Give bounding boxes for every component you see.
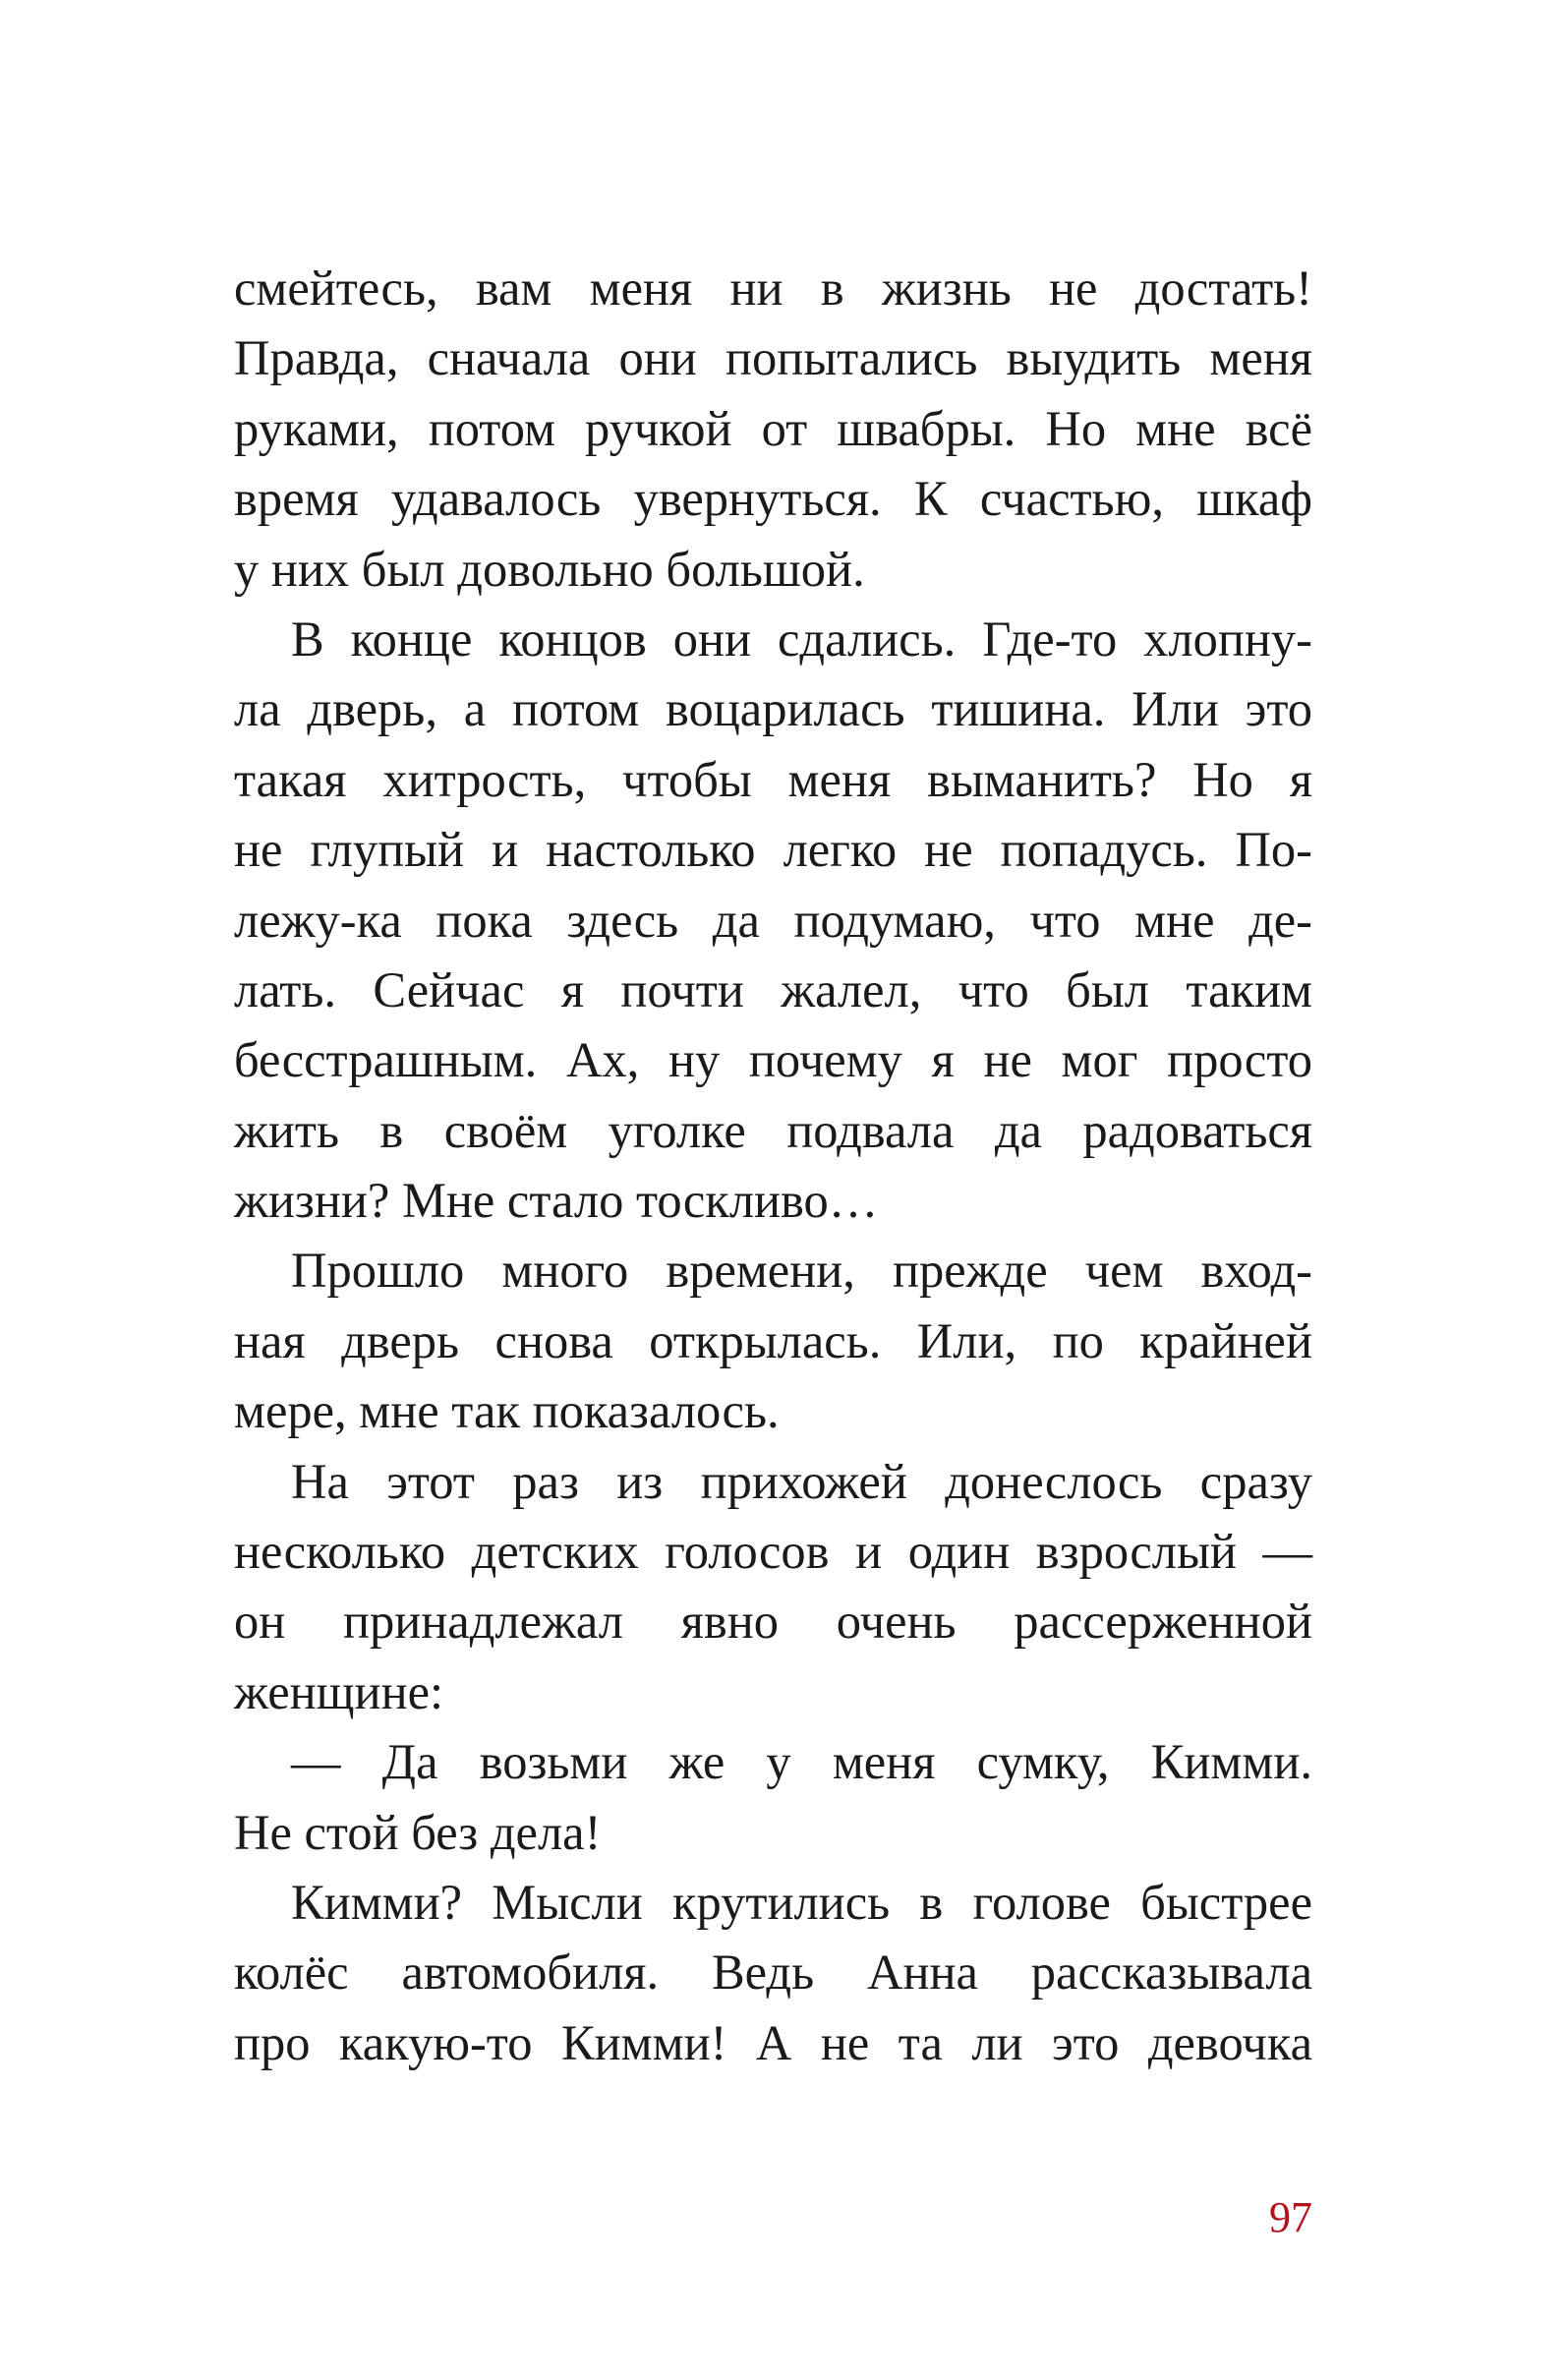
text-line: Не стой без дела! — [234, 1804, 602, 1860]
text-line: Кимми? Мысли крутились в голове быстрее — [291, 1874, 1312, 1930]
text-line: колёс автомобиля. Ведь Анна рассказывала — [234, 1945, 1312, 2001]
text-line: несколько детских голосов и один взрослый — — [234, 1524, 1312, 1580]
text-line: мере, мне так показалось. — [234, 1383, 780, 1439]
text-line: про какую-то Кимми! А не та ли это девочка — [234, 2014, 1312, 2070]
text-line: такая хитрость, чтобы меня выманить? Но я — [234, 751, 1312, 807]
text-line: бесстрашным. Ах, ну почему я не мог просто — [234, 1032, 1312, 1088]
text-line: Правда, сначала они попытались выудить меня — [234, 330, 1312, 386]
text-line: лать. Сейчас я почти жалел, что был таким — [234, 961, 1312, 1017]
text-line: — Да возьми же у меня сумку, Кимми. — [291, 1734, 1312, 1790]
text-line: ная дверь снова открылась. Или, по крайней — [234, 1312, 1312, 1368]
text-line: женщине: — [234, 1663, 444, 1719]
text-line: смейтесь, вам меня ни в жизнь не достать! — [234, 261, 1312, 316]
body-text — [234, 254, 1312, 2078]
text-line: жизни? Мне стало тоскливо… — [234, 1173, 879, 1229]
text-line: ла дверь, а потом воцарилась тишина. Или это — [234, 681, 1312, 737]
text-line: он принадлежал явно очень рассерженной — [234, 1594, 1312, 1650]
text-line: В конце концов они сдались. Где-то хлопну- — [291, 610, 1312, 667]
text-line: лежу-ка пока здесь да подумаю, что мне де- — [234, 892, 1312, 948]
text-line: не глупый и настолько легко не попадусь. По- — [234, 822, 1312, 878]
page-number: 97 — [1269, 2193, 1312, 2241]
text-line: На этот раз из прихожей донеслось сразу — [291, 1453, 1312, 1509]
text-line: Прошло много времени, прежде чем вход- — [291, 1243, 1312, 1299]
text-line: жить в своём уголке подвала да радоваться — [234, 1102, 1312, 1158]
text-line: время удавалось увернуться. К счастью, шкаф — [234, 471, 1312, 527]
text-line: у них был довольно большой. — [234, 541, 865, 597]
text-line: руками, потом ручкой от швабры. Но мне всё — [234, 400, 1312, 456]
